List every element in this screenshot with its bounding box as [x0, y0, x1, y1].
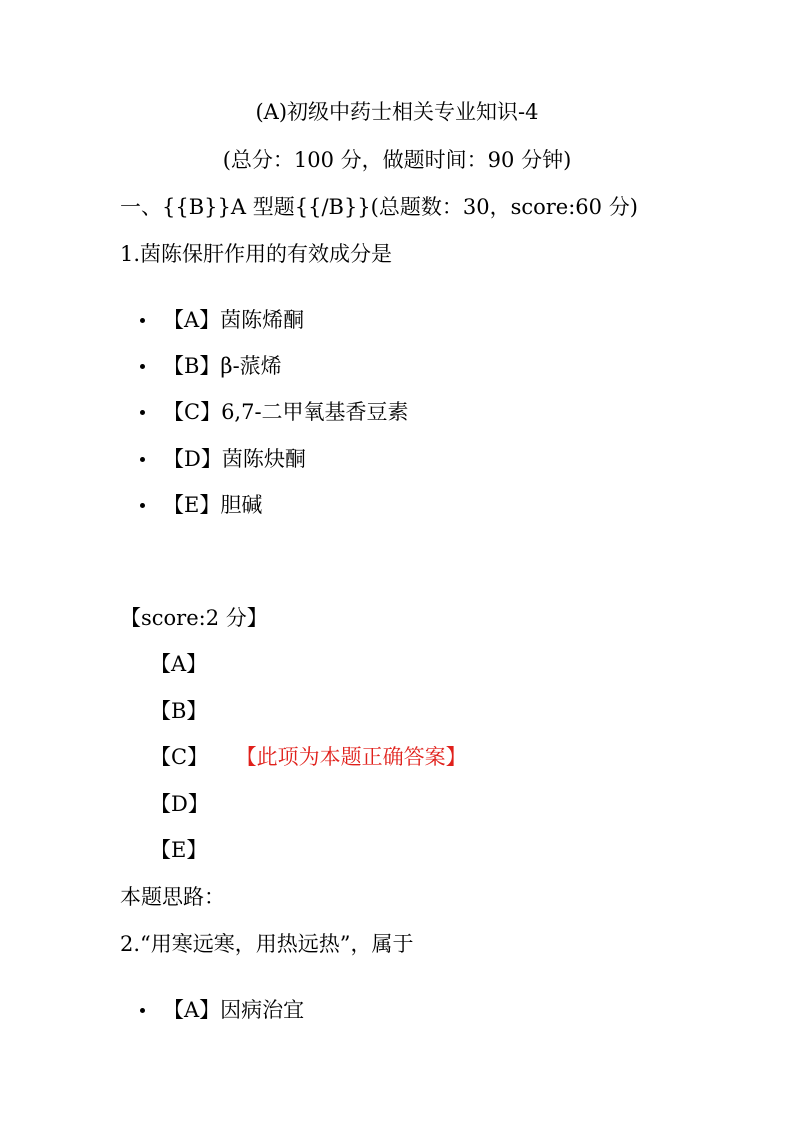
answer-row — [150, 835, 207, 865]
question-stem: 2.“用寒远寒，用热远热”，属于 — [120, 932, 414, 956]
bullet-icon — [140, 457, 145, 462]
option-item — [140, 397, 409, 427]
option-item — [140, 490, 262, 520]
document-title: (A)初级中药士相关专业知识-4 — [255, 100, 539, 124]
answer-row — [150, 742, 467, 772]
option-item — [140, 305, 304, 335]
option-text: 【E】胆碱 — [163, 493, 263, 517]
option-text: 【B】β-蒎烯 — [163, 354, 282, 378]
answer-letter: 【E】 — [150, 838, 208, 862]
correct-answer-note: 【此项为本题正确答案】 — [246, 745, 467, 769]
answer-letter: 【B】 — [150, 699, 208, 723]
answer-letter: 【C】 — [150, 745, 209, 769]
option-text: 【D】茵陈炔酮 — [163, 447, 306, 471]
answer-row — [150, 696, 207, 726]
bullet-icon — [140, 364, 145, 369]
option-text: 【A】茵陈烯酮 — [163, 308, 305, 332]
bullet-icon — [140, 1008, 145, 1013]
score-label: 【score:2 分】 — [120, 606, 268, 630]
option-item — [140, 351, 282, 381]
section-heading: 一、{{B}}A 型题{{/B}}(总题数：30，score:60 分) — [120, 195, 638, 219]
document-subtitle: (总分：100 分，做题时间：90 分钟) — [222, 148, 572, 172]
bullet-icon — [140, 503, 145, 508]
option-text: 【C】6,7-二甲氧基香豆素 — [163, 400, 409, 424]
option-item — [140, 995, 304, 1025]
bullet-icon — [140, 410, 145, 415]
option-text: 【A】因病治宜 — [163, 998, 305, 1022]
explanation-label: 本题思路： — [120, 885, 225, 909]
answer-row — [150, 649, 207, 679]
bullet-icon — [140, 318, 145, 323]
question-stem: 1.茵陈保肝作用的有效成分是 — [120, 242, 393, 266]
answer-row — [150, 789, 209, 819]
answer-letter: 【D】 — [150, 792, 209, 816]
option-item — [140, 444, 306, 474]
answer-letter: 【A】 — [150, 652, 208, 676]
